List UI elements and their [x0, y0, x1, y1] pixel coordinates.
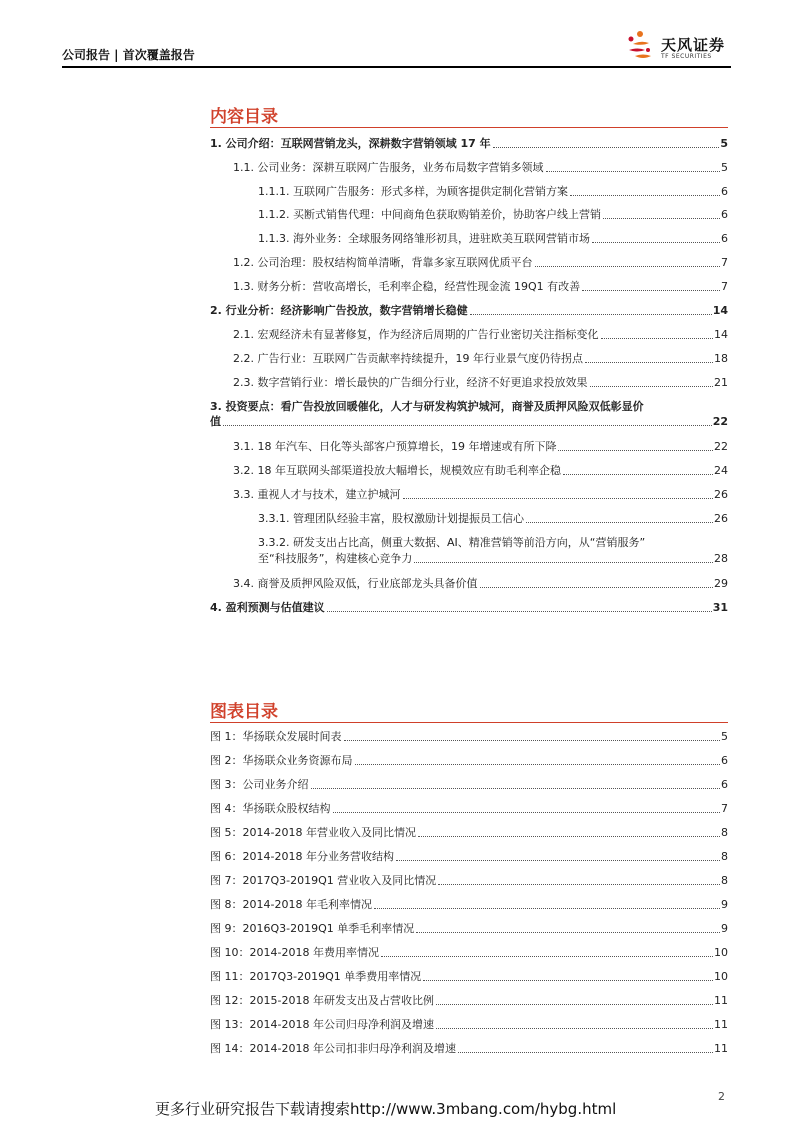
header-divider [62, 66, 731, 68]
toc-entry[interactable]: 3.1. 18 年汽车、日化等头部客户预算增长，19 年增速或有所下降 22 [233, 440, 728, 453]
download-link-text[interactable]: 更多行业研究报告下载请搜索http://www.3mbang.com/hybg.html [155, 1100, 617, 1118]
toc-entry[interactable]: 4. 盈利预测与估值建议 31 [210, 601, 728, 614]
page-header [62, 30, 731, 70]
figure-entry[interactable]: 图 12：2015-2018 年研发支出及占营收比例 11 [210, 994, 728, 1007]
figure-entry[interactable]: 图 10：2014-2018 年费用率情况 10 [210, 946, 728, 959]
toc-entry[interactable]: 1.2. 公司治理：股权结构简单清晰，背靠多家互联网优质平台 7 [233, 256, 728, 269]
toc-entry[interactable]: 3.2. 18 年互联网头部渠道投放大幅增长，规模效应有助毛利率企稳 24 [233, 464, 728, 477]
figures-title-divider [210, 722, 728, 723]
figure-entry[interactable]: 图 4：华扬联众股权结构 7 [210, 802, 728, 815]
tf-logo-icon [621, 30, 657, 64]
figure-entry[interactable]: 图 7：2017Q3-2019Q1 营业收入及同比情况 8 [210, 874, 728, 887]
logo-chinese-name: 天风证券 [661, 36, 726, 54]
figures-title: 图表目录 [210, 702, 278, 722]
toc-entry[interactable]: 2. 行业分析：经济影响广告投放，数字营销增长稳健 14 [210, 304, 728, 317]
toc-entry[interactable]: 1.1.2. 买断式销售代理：中间商角色获取购销差价，协助客户线上营销 6 [258, 208, 728, 221]
toc-entry[interactable]: 2.3. 数字营销行业：增长最快的广告细分行业，经济不好更追求投放效果 21 [233, 376, 728, 389]
logo-english-name: TF SECURITIES [661, 53, 712, 60]
figure-entry[interactable]: 图 5：2014-2018 年营业收入及同比情况 8 [210, 826, 728, 839]
toc-entry[interactable]: 1.3. 财务分析：营收高增长，毛利率企稳，经营性现金流 19Q1 有改善 7 [233, 280, 728, 293]
figure-entry[interactable]: 图 14：2014-2018 年公司扣非归母净利润及增速 11 [210, 1042, 728, 1055]
toc-title-divider [210, 127, 728, 128]
toc-entry[interactable]: 3.3.1. 管理团队经验丰富，股权激励计划提振员工信心 26 [258, 512, 728, 525]
figure-entry[interactable]: 图 1：华扬联众发展时间表 5 [210, 730, 728, 743]
toc-entry-line1[interactable]: 3.3.2. 研发支出占比高，侧重大数据、AI、精准营销等前沿方向，从“营销服务” [258, 536, 646, 549]
toc-entry[interactable]: 3.3. 重视人才与技术，建立护城河 26 [233, 488, 728, 501]
toc-entry[interactable]: 1.1. 公司业务：深耕互联网广告服务，业务布局数字营销多领域 5 [233, 161, 728, 174]
toc-entry[interactable]: 1.1.3. 海外业务：全球服务网络雏形初具，进驻欧美互联网营销市场 6 [258, 232, 728, 245]
figure-entry[interactable]: 图 6：2014-2018 年分业务营收结构 8 [210, 850, 728, 863]
figure-entry[interactable]: 图 9：2016Q3-2019Q1 单季毛利率情况 9 [210, 922, 728, 935]
toc-entry[interactable]: 1. 公司介绍：互联网营销龙头，深耕数字营销领域 17 年 5 [210, 137, 728, 150]
figure-entry[interactable]: 图 11：2017Q3-2019Q1 单季费用率情况 10 [210, 970, 728, 983]
report-type-label: 公司报告 | 首次覆盖报告 [62, 48, 195, 62]
toc-entry[interactable]: 至“科技服务”，构建核心竞争力 28 [258, 552, 728, 565]
toc-title: 内容目录 [210, 107, 278, 127]
figure-entry[interactable]: 图 3：公司业务介绍 6 [210, 778, 728, 791]
figure-entry[interactable]: 图 8：2014-2018 年毛利率情况 9 [210, 898, 728, 911]
toc-entry[interactable]: 2.1. 宏观经济未有显著修复，作为经济后周期的广告行业密切关注指标变化 14 [233, 328, 728, 341]
toc-entry-line1[interactable]: 3. 投资要点：看广告投放回暖催化，人才与研发构筑护城河，商誉及质押风险双低彰显价 [210, 400, 644, 413]
company-logo [621, 30, 731, 64]
figure-entry[interactable]: 图 13：2014-2018 年公司归母净利润及增速 11 [210, 1018, 728, 1031]
figure-entry[interactable]: 图 2：华扬联众业务资源布局 6 [210, 754, 728, 767]
toc-entry[interactable]: 1.1.1. 互联网广告服务：形式多样，为顾客提供定制化营销方案 6 [258, 185, 728, 198]
toc-entry[interactable]: 值 22 [210, 415, 728, 428]
page-number: 2 [718, 1090, 725, 1103]
toc-entry[interactable]: 3.4. 商誉及质押风险双低，行业底部龙头具备价值 29 [233, 577, 728, 590]
toc-entry[interactable]: 2.2. 广告行业：互联网广告贡献率持续提升，19 年行业景气度仍待拐点 18 [233, 352, 728, 365]
